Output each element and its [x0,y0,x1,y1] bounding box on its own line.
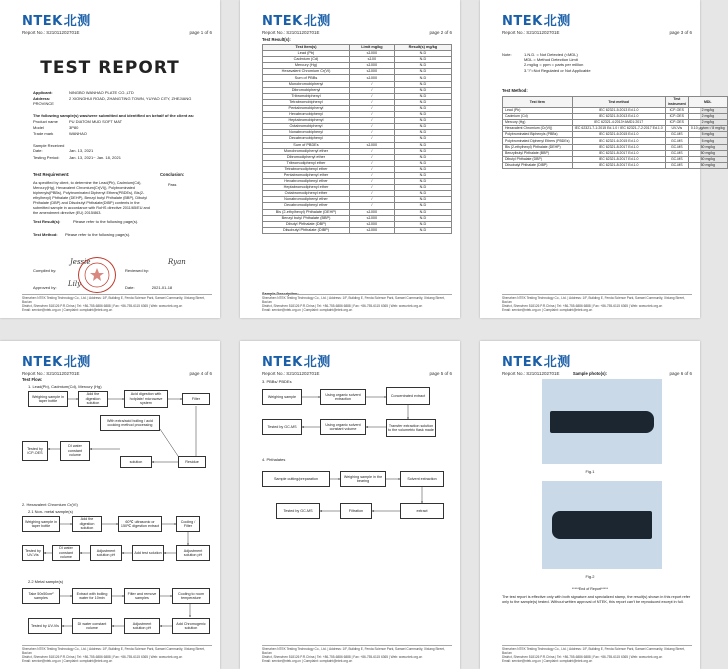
table-cell: Tetrabromobiphenyl [263,99,350,105]
flow-box: Transfer extraction solution to the volumetric flask made [386,419,436,437]
flow-section-2-1: 2.1 Non- metal sample(s) [28,509,73,514]
table-cell: N.D [394,185,451,191]
col-header: Test Item [503,97,573,108]
table-cell: Cadmium (Cd) [263,57,350,63]
page-footer: Shenzhen NTEK Testing Technology Co., Ltd. | Address: 1/F, Building E, Fenda Science Park, Sanwei Community, Xixiang Street, Bao'an District, Shenzhen 518126 P.R.China | Tel: +86-755-6886 6888 | Fax: +86-755-6115 6365 | Web: www.ntek.org.cn Email: service@ntek.org.cn | Complaint: complaint@ntek.org.cn [22,645,212,663]
flow-box: solution [120,456,152,468]
table-cell: N.D [394,154,451,160]
table-cell: ≤100 [349,57,394,63]
table-cell: Heptabromobiphenyl [263,118,350,124]
table-cell: Tetrabromodiphenyl ether [263,166,350,172]
table-cell: / [349,191,394,197]
flow-box: Extract with boiling water for 10min [72,588,112,604]
table-cell: / [349,112,394,118]
table-cell: Decabromodiphenyl ether [263,203,350,209]
date-row: Date: 2021-01-18 [125,285,173,290]
table-cell: Dibromodiphenyl ether [263,154,350,160]
table-cell: N.D [394,221,451,227]
figure-caption-2: Fig.2 [585,574,595,579]
report-page-1 [0,0,220,318]
flow-heading: Test Flow: [22,377,43,382]
ntek-logo: NTEK北测 [262,14,331,29]
flow-section-3: 3. PBBs/ PBDEs [262,379,292,384]
compiled-label: Compiled by: [33,268,57,273]
table-cell: GC-MS [665,162,688,168]
table-cell: Polybrominated Biphenyls (PBBs) [503,132,573,138]
report-page-4 [0,341,220,669]
flow-box: Adjustment solution pH [90,545,122,561]
flow-box: Weighing sample [262,389,302,405]
page-header: Report No.: S21011202701E page 3 of 6 [502,30,692,35]
page-header: Report No.: S21011202701E page 5 of 6 [262,371,452,376]
table-cell: IEC 62321-8:2017 Ed.1.0 [572,162,665,168]
table-cell: / [349,197,394,203]
flow-section-2: 2. Hexavalent Chromium Cr(VI) [22,502,78,507]
table-cell: GC-MS [665,132,688,138]
table-cell: Tribromobiphenyl [263,93,350,99]
flow-box: With extra/acid boiling / acid cooking method processing [100,415,160,431]
flow-box: extract [400,503,444,519]
table-cell: N.D [394,63,451,69]
company-stamp [78,257,116,293]
page-footer: Shenzhen NTEK Testing Technology Co., Ltd. | Address: 1/F, Building E, Fenda Science Park, Sanwei Community, Xixiang Street, Bao'an District, Shenzhen 518126 P.R.China | Tel: +86-755-6886 6888 | Fax: +86-755-6115 6365 | Web: www.ntek.org.cn Email: service@ntek.org.cn | Complaint: complaint@ntek.org.cn [22,294,212,312]
table-cell: 0.10 μg/cm² / 8 mg/kg [688,126,727,132]
flow-box: Add test solution [132,545,164,561]
table-cell: 2 mg/kg [688,120,727,126]
table-cell: IEC 62321-8:2017 Ed.1.0 [572,150,665,156]
method-row: Test Method: Please refer to the following page(s). [33,232,131,237]
report-page-6 [480,341,700,669]
period-row: Testing Period: Jan. 13, 2021~ Jan. 18, 2021 [33,155,121,160]
table-cell: Bis (2-ethylhexyl) Phthalate (DEHP) [263,209,350,215]
table-cell: N.D [394,105,451,111]
table-cell: / [349,105,394,111]
table-cell: IEC 62321-7-1:2015 Ed.1.0 / IEC 62321-7-2:2017 Ed.1.0 [572,126,665,132]
flow-box: Solvent extraction [400,471,444,487]
flow-box: Weighing sample in taper bottle [22,516,60,532]
table-cell: IEC 62321-4:2013+AMD1:2017 [572,120,665,126]
table-cell: N.D [394,203,451,209]
table-cell: ≤1000 [349,51,394,57]
approved-label: Approved by: [33,285,57,290]
report-page-2 [240,0,460,318]
table-cell: / [349,136,394,142]
table-cell: ICP-OES [665,108,688,114]
ntek-logo: NTEK北测 [22,14,91,29]
table-cell: N.D [394,179,451,185]
flow-box: Acid digestion with hotplate/ microwave system [124,390,168,408]
table-cell: / [349,118,394,124]
flow-box: Add the digestion solution [78,391,108,407]
results-table [262,44,452,234]
table-cell: IEC 62321-5:2013 Ed.1.0 [572,108,665,114]
table-cell: N.D [394,118,451,124]
table-cell: / [349,185,394,191]
page-header: Report No.: S21011202701E page 6 of 6 [502,371,692,376]
page-title: TEST REPORT [40,58,180,78]
flow-box: Cooling / Filter [176,516,200,532]
flow-box: Adjustment solution pH [176,545,210,561]
table-cell: Lead (Pb) [503,108,573,114]
table-cell: Diisobutyl Phthalate (DIBP) [263,227,350,233]
col-header: Limit mg/kg [349,45,394,51]
conclusion-heading: Conclusion: [160,172,185,177]
disclaimer-text: The test report is effective only with both signature and specialized stamp, the result(s) shown in this report refer only to the sample(s) tested. Without written approval of NTEK, this report can't be reproduced except in full. [502,595,691,604]
table-cell: N.D [394,130,451,136]
table-cell: / [349,87,394,93]
table-cell: Cadmium (Cd) [503,114,573,120]
table-cell: ≤1000 [349,69,394,75]
table-cell: N.D [394,215,451,221]
table-cell: / [349,99,394,105]
applicant-row: Applicant: NINGBO WANHAO PLATE CO.,LTD [33,90,134,95]
flow-box: Add the digestion solution [72,516,102,532]
address-row: Address: 2 XIONGHUI ROAD, ZHANGTING TOWN, YUYAO CITY, ZHEJIANG PROVINCE [33,96,192,107]
table-cell: N.D [394,99,451,105]
table-cell: Nonabromodiphenyl ether [263,197,350,203]
table-cell: Hexavalent Chromium (Cr(VI)) [503,126,573,132]
table-cell: Hexabromodiphenyl ether [263,179,350,185]
table-cell: Bis (2-ethylhexyl) Phthalate (DEHP) [503,144,573,150]
result-row: Test Result(s): Please refer to the following page(s). [33,219,139,224]
table-cell: N.D [394,87,451,93]
notes-list: 1.N.D. = Not Detected (<MDL) MDL = Method Detection Limit 2.mg/kg = ppm = parts per million 3."/"=Not Regulated or Not Applicable [524,52,591,73]
table-cell: / [349,179,394,185]
table-cell: N.D [394,136,451,142]
flow-box: Weighing sample in taper bottle [28,391,68,407]
table-cell: N.D [394,69,451,75]
sample-photo-1 [542,379,662,464]
received-row: Sample Received Date: Jan. 13, 2021 [33,143,94,154]
method-table [502,96,728,169]
flow-box: Cooling to room temperature [172,588,210,604]
report-page-3 [480,0,725,318]
table-cell: N.D [394,172,451,178]
table-cell: Hexavalent Chromium Cr(VI) [263,69,350,75]
approved-signature: Lily [68,280,82,288]
flow-box: Filter and remove samples [124,588,160,604]
table-cell: Decabromobiphenyl [263,136,350,142]
table-cell: N.D [394,112,451,118]
table-cell: Octabromodiphenyl ether [263,191,350,197]
col-header: Test method [572,97,665,108]
report-page-5 [240,341,460,669]
table-cell: / [349,203,394,209]
table-cell: 50 mg/kg [688,162,727,168]
note-label: Note: [502,52,512,57]
flow-section-1: 1. Lead(Pb), Cadmium(Cd), Mercury (Hg) [28,384,102,389]
reviewed-signature: Ryan [168,258,186,266]
table-cell: N.D [394,51,451,57]
requirement-text: As specified by client, to determine the Lead(Pb), Cadmium(Cd), Mercury(Hg), Hexavalent Chromium(Cr(VI)), Polybrominated biphenyls(PBBs), Polybrominated Diphenyl Ethers(PBDEs), Bis(2-ethylhexyl) Phthalate (DEHP), Benzyl butyl Phthalate (BBP), Dibutyl Phthalate (DBP) and Diisobutyl Phthalate(DIBP) contents in the submitted sample in accordance with RoHS directive 2011/65/EU and the amendment directive (EU) 2015/863. [33,181,150,215]
table-cell: GC-MS [665,150,688,156]
flow-box: Concentrated extract [386,387,430,405]
table-cell: Lead (Pb) [263,51,350,57]
table-cell: 2 mg/kg [688,108,727,114]
table-cell: N.D [394,209,451,215]
conclusion-value: Pass [168,183,177,187]
table-cell: N.D [394,160,451,166]
flow-box: Take 50x50cm² samples [22,588,60,604]
page-footer: Shenzhen NTEK Testing Technology Co., Ltd. | Address: 1/F, Building E, Fenda Science Park, Sanwei Community, Xixiang Street, Bao'an District, Shenzhen 518126 P.R.China | Tel: +86-755-6886 6888 | Fax: +86-755-6115 6365 | Web: www.ntek.org.cn Email: service@ntek.org.cn | Complaint: complaint@ntek.org.cn [262,294,452,312]
table-cell: N.D [394,148,451,154]
table-cell: N.D [394,124,451,130]
table-cell: / [349,166,394,172]
ntek-logo: NTEK北测 [502,355,571,370]
table-cell: N.D [394,75,451,81]
table-cell: Dibutyl Phthalate (DBP) [503,156,573,162]
table-cell: IEC 62321-8:2017 Ed.1.0 [572,156,665,162]
table-cell: N.D [394,197,451,203]
table-cell: GC-MS [665,144,688,150]
following-line: The following sample(s) was/were submitted and identified on behalf of the client as: [33,113,195,118]
page-footer: Shenzhen NTEK Testing Technology Co., Ltd. | Address: 1/F, Building E, Fenda Science Park, Sanwei Community, Xixiang Street, Bao'an District, Shenzhen 518126 P.R.China | Tel: +86-755-6886 6888 | Fax: +86-755-6115 6365 | Web: www.ntek.org.cn Email: service@ntek.org.cn | Complaint: complaint@ntek.org.cn [502,294,692,312]
flow-box: Filter [182,393,210,405]
product-row: Product name PU DIATOM MUD SOFT MAT [33,119,123,124]
flow-box: Weighing sample in the bearing [340,471,386,487]
flow-box: DI water constant volume [52,545,80,561]
table-cell: / [349,93,394,99]
sample-desc-heading: Sample Description: [262,292,299,296]
table-cell: Nonabromobiphenyl [263,130,350,136]
table-cell: N.D [394,191,451,197]
table-cell: N.D [394,57,451,63]
table-cell: IEC 62321-8:2017 Ed.1.0 [572,144,665,150]
photos-heading: Sample photo(s): [572,371,608,376]
table-cell: ≤1000 [349,227,394,233]
table-cell: Pentabromobiphenyl [263,105,350,111]
table-cell: 2 mg/kg [688,114,727,120]
flow-box: Tested by GC-MS [262,419,302,435]
flow-box: Tested by UV-Vis [28,618,62,634]
results-heading: Test Result(s): [262,37,291,42]
table-cell: Sum of PBDEs [263,142,350,148]
table-row [503,126,728,132]
flow-box: Using organic solvent constant volume [320,419,366,435]
table-cell: / [349,124,394,130]
flow-box: Filtration [340,503,372,519]
table-cell: Benzylbutyl Phthalate (BBP) [503,150,573,156]
figure-caption-1: Fig.1 [585,469,595,474]
page-header: Report No.: S21011202701E page 4 of 6 [22,371,212,376]
table-cell: ≤1000 [349,221,394,227]
model-row: Model 3P80 [33,125,79,130]
table-cell: / [349,154,394,160]
table-cell: / [349,172,394,178]
page-footer: Shenzhen NTEK Testing Technology Co., Ltd. | Address: 1/F, Building E, Fenda Science Park, Sanwei Community, Xixiang Street, Bao'an District, Shenzhen 518126 P.R.China | Tel: +86-755-6886 6888 | Fax: +86-755-6115 6365 | Web: www.ntek.org.cn Email: service@ntek.org.cn | Complaint: complaint@ntek.org.cn [262,645,452,663]
sample-photo-2 [542,481,662,569]
page-footer: Shenzhen NTEK Testing Technology Co., Ltd. | Address: 1/F, Building E, Fenda Science Park, Sanwei Community, Xixiang Street, Bao'an District, Shenzhen 518126 P.R.China | Tel: +86-755-6886 6888 | Fax: +86-755-6115 6365 | Web: www.ntek.org.cn Email: service@ntek.org.cn | Complaint: complaint@ntek.org.cn [502,645,692,663]
table-cell: N.D [394,227,451,233]
table-cell: IEC 62321-6:2015 Ed.1.0 [572,138,665,144]
flow-box: Tested by UV-Vis [22,545,44,561]
table-cell: Dibromobiphenyl [263,87,350,93]
flow-box: DI water constant volume [72,618,112,634]
table-cell: 50 mg/kg [688,150,727,156]
page-header: Report No.: S21011202701E page 1 of 6 [22,30,212,35]
ntek-logo: NTEK北测 [502,14,571,29]
table-cell: Benzyl butyl Phthalate (BBP) [263,215,350,221]
table-cell: Pentabromodiphenyl ether [263,172,350,178]
table-cell: IEC 62321-5:2013 Ed.1.0 [572,114,665,120]
table-row [263,227,452,233]
flow-box: Residue [178,456,206,468]
col-header: Test Item(s) [263,45,350,51]
flow-box: Using organic solvent extraction [320,389,366,405]
table-cell: Sum of PBBs [263,75,350,81]
col-header: MDL [688,97,727,108]
table-cell: Dibutyl Phthalate (DBP) [263,221,350,227]
table-cell: GC-MS [665,156,688,162]
table-cell: ICP-OES [665,114,688,120]
table-cell: ≤1000 [349,215,394,221]
table-cell: Mercury (Hg) [263,63,350,69]
table-cell: N.D [394,142,451,148]
flow-section-2-2: 2.2 Metal sample(s) [28,579,64,584]
reviewed-label: Reviewed by: [125,268,150,273]
table-cell: UV-Vis [665,126,688,132]
table-cell: / [349,160,394,166]
page-header: Report No.: S21011202701E page 2 of 6 [262,30,452,35]
table-cell: IEC 62321-6:2015 Ed.1.0 [572,132,665,138]
table-cell: ≤1000 [349,63,394,69]
table-cell: N.D [394,166,451,172]
table-cell: Octabromobiphenyl [263,124,350,130]
flow-box: Tested by ICP-OES [22,441,48,461]
flow-box: Adjustment solution pH [124,618,160,634]
compiled-signature: Jessie [70,258,91,266]
flow-box: 60℃ ultrasonic or 150℃ digestion extract [118,516,162,532]
table-row [503,162,728,168]
table-cell: N.D [394,93,451,99]
ntek-logo: NTEK北测 [22,355,91,370]
flow-box: Add Chromogenic solution [172,618,210,634]
table-cell: GC-MS [665,138,688,144]
flow-box: Sample cutting/preparation [262,471,330,487]
ntek-logo: NTEK北测 [262,355,331,370]
flow-section-4: 4. Phthalates [262,457,286,462]
table-cell: 5 mg/kg [688,138,727,144]
table-cell: / [349,130,394,136]
table-cell: / [349,148,394,154]
method-heading: Test Method: [502,88,528,93]
table-cell: Hexabromobiphenyl [263,112,350,118]
flow-box: DI water constant volume [60,441,90,461]
requirement-heading: Test Requirement: [33,172,70,177]
table-cell: Monobromobiphenyl [263,81,350,87]
table-cell: ≤1000 [349,142,394,148]
table-cell: / [349,81,394,87]
flow-box: Tested by GC-MS [276,503,320,519]
end-of-report: *****End of Report***** [571,587,609,591]
table-cell: ICP-OES [665,120,688,126]
trade-row: Trade mark WANHAO [33,131,87,136]
table-cell: ≤1000 [349,75,394,81]
col-header: Result(s) mg/kg [394,45,451,51]
table-cell: 5 mg/kg [688,132,727,138]
table-cell: Polybrominated Diphenyl Ethers (PBDEs) [503,138,573,144]
table-cell: 50 mg/kg [688,156,727,162]
table-cell: Heptabromodiphenyl ether [263,185,350,191]
table-cell: Diisobutyl Phthalate (DIBP) [503,162,573,168]
table-cell: Monobromodiphenyl ether [263,148,350,154]
table-cell: 50 mg/kg [688,144,727,150]
table-cell: N.D [394,81,451,87]
col-header: Test instrument [665,97,688,108]
table-cell: Mercury (Hg) [503,120,573,126]
table-cell: ≤1000 [349,209,394,215]
table-cell: Tribromodiphenyl ether [263,160,350,166]
